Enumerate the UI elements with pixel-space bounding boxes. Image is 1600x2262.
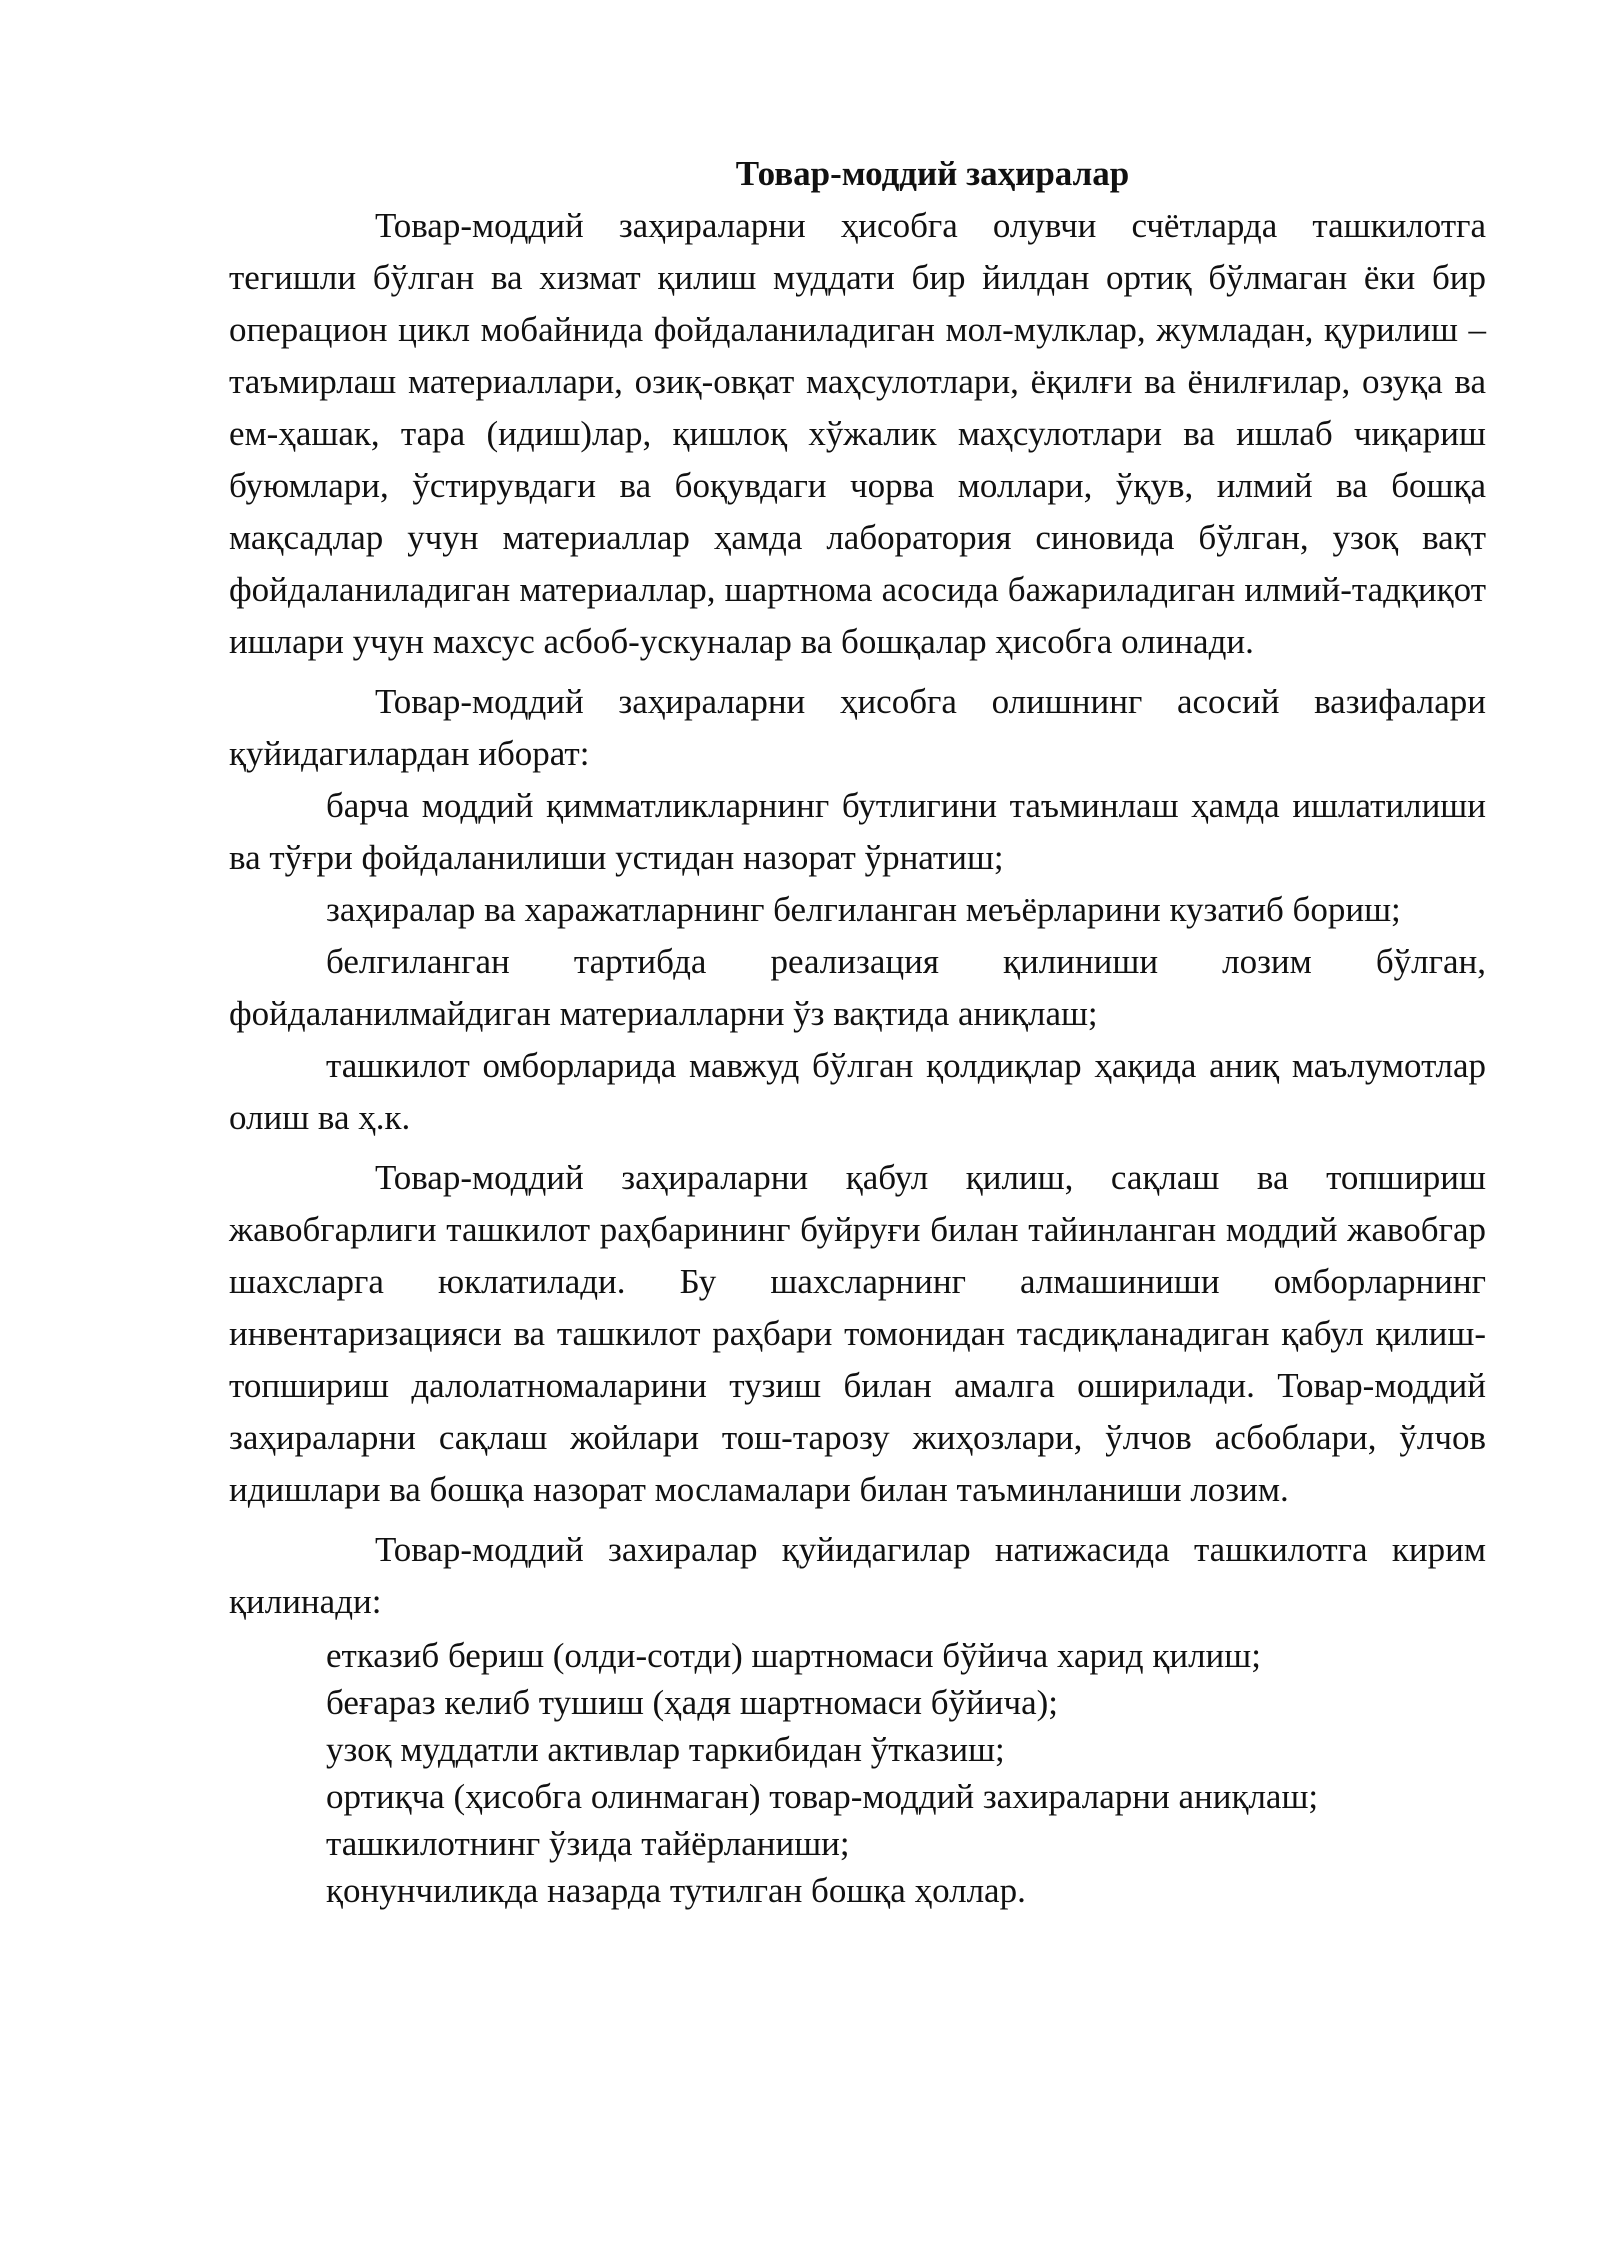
receipt-item: ташкилотнинг ўзида тайёрланиши; bbox=[326, 1824, 850, 1863]
task-item: ташкилот омборларида мавжуд бўлган қолдиқлар ҳақида аниқ маълумотлар олиш ва ҳ.к. bbox=[229, 1046, 1486, 1137]
receipt-item: ортиқча (ҳисобга олинмаган) товар-моддий захираларни аниқлаш; bbox=[326, 1777, 1319, 1816]
receipt-item: беғараз келиб тушиш (ҳадя шартномаси бўйича); bbox=[326, 1683, 1058, 1722]
paragraph-tasks-intro: Товар-моддий заҳираларни ҳисобга олишнинг асосий вазифалари қуйидагилардан иборат: bbox=[229, 682, 1486, 773]
paragraph-responsibility: Товар-моддий заҳираларни қабул қилиш, сақлаш ва топшириш жавобгарлиги ташкилот раҳбарининг буйруғи билан тайинланган моддий жавобгар шахсларга юклатилади. Бу шахсларнинг алмашиниши омборларнинг инвентаризацияси ва ташкилот раҳбари томонидан тасдиқланадиган қабул қилиш-топшириш далолатномаларини тузиш билан амалга оширилади. Товар-моддий заҳираларни сақлаш жойлари тош-тарозу жиҳозлари, ўлчов асбоблари, ўлчов идишлари ва бошқа назорат мосламалари билан таъминланиши лозим. bbox=[229, 1158, 1486, 1509]
tasks-list bbox=[229, 780, 1486, 1144]
receipt-item: етказиб бериш (олди-сотди) шартномаси бўйича харид қилиш; bbox=[326, 1636, 1261, 1675]
receipt-list bbox=[229, 1632, 1486, 1914]
receipt-item: узоқ муддатли активлар таркибидан ўтказиш; bbox=[326, 1730, 1005, 1769]
task-item: белгиланган тартибда реализация қилиниши лозим бўлган, фойдаланилмайдиган материалларни ўз вақтида аниқлаш; bbox=[229, 942, 1486, 1033]
receipt-item: қонунчиликда назарда тутилган бошқа ҳоллар. bbox=[326, 1871, 1026, 1910]
document-title: Товар-моддий заҳиралар bbox=[735, 154, 1130, 193]
paragraph-inventory-definition: Товар-моддий заҳираларни ҳисобга олувчи счётларда ташкилотга тегишли бўлган ва хизмат қилиш муддати бир йилдан ортиқ бўлмаган ёки бир операцион цикл мобайнида фойдаланиладиган мол-мулклар, жумладан, қурилиш – таъмирлаш материаллари, озиқ-овқат маҳсулотлари, ёқилғи ва ёнилғилар, озуқа ва ем-ҳашак, тара (идиш)лар, қишлоқ хўжалик маҳсулотлари ва ишлаб чиқариш буюмлари, ўстирувдаги ва боқувдаги чорва моллари, ўқув, илмий ва бошқа мақсадлар учун материаллар ҳамда лаборатория синовида бўлган, узоқ вақт фойдаланиладиган материаллар, шартнома асосида бажариладиган илмий-тадқиқот ишлари учун махсус асбоб-ускуналар ва бошқалар ҳисобга олинади. bbox=[229, 206, 1486, 661]
document-page bbox=[229, 148, 1486, 1914]
task-item: заҳиралар ва харажатларнинг белгиланган меъёрларини кузатиб бориш; bbox=[326, 890, 1401, 929]
paragraph-receipt-intro: Товар-моддий захиралар қуйидагилар натижасида ташкилотга кирим қилинади: bbox=[229, 1530, 1486, 1621]
task-item: барча моддий қимматликларнинг бутлигини таъминлаш ҳамда ишлатилиши ва тўғри фойдаланилиши устидан назорат ўрнатиш; bbox=[229, 786, 1486, 877]
